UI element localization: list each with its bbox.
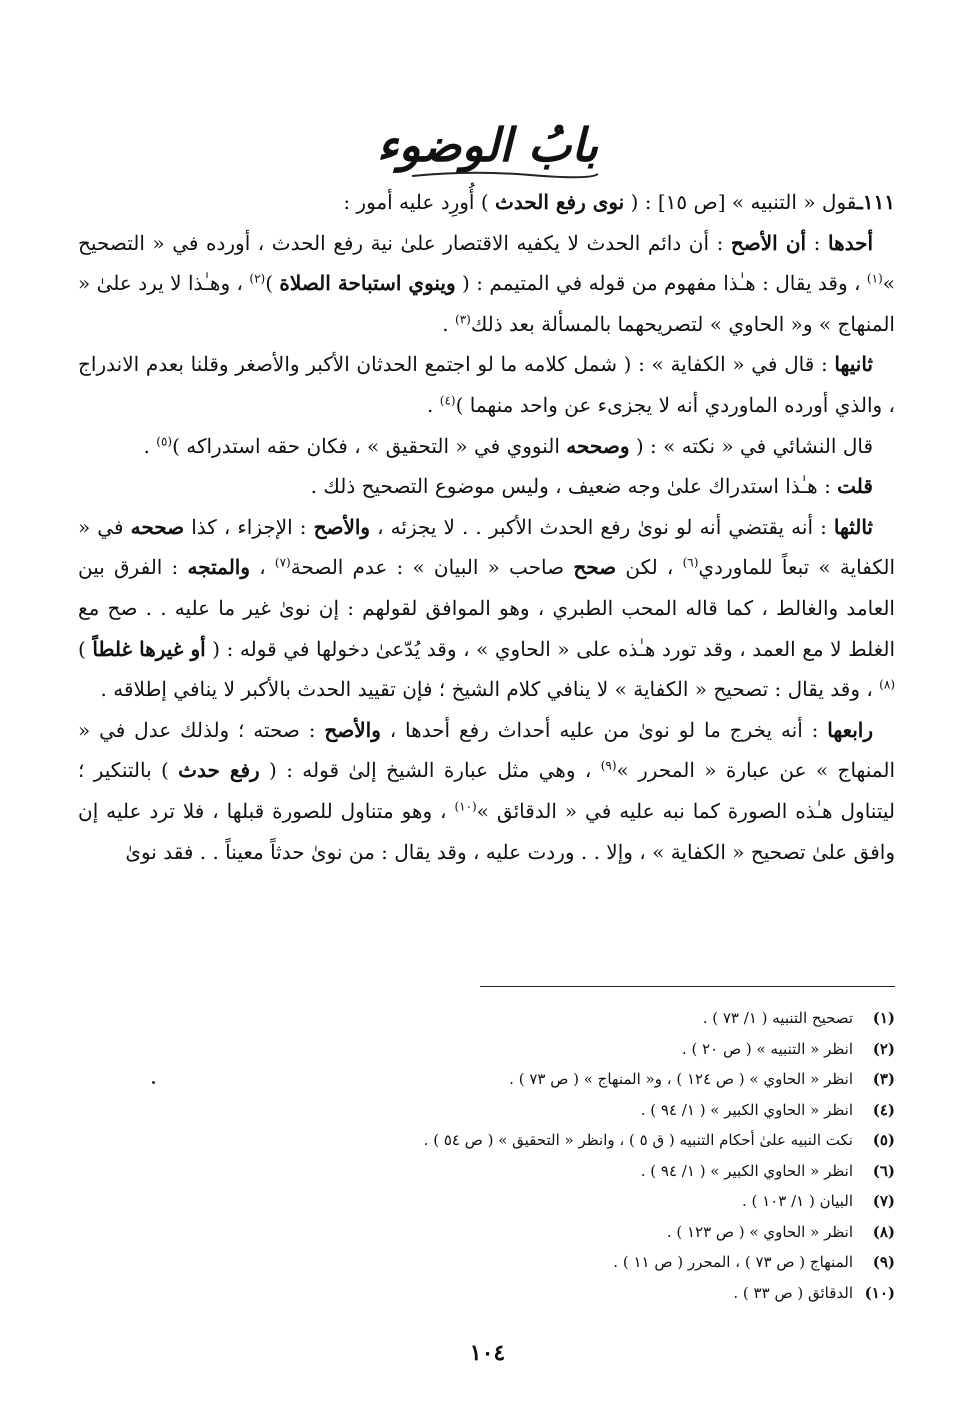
paragraph-label: قلت	[837, 474, 873, 499]
footnote-number: (١٠)	[864, 1283, 895, 1302]
footnote-ref: (٧)	[274, 555, 291, 570]
footnote-text: انظر « الحاوي » ( ص ١٢٤ ) ، و« المنهاج » ( ص ٧٣ ) .	[509, 1070, 853, 1088]
footnote-number: (٩)	[872, 1253, 895, 1271]
title-ornament	[410, 168, 600, 182]
paragraph-qultu: قلت : هـٰذا استدراك علىٰ وجه ضعيف ، وليس موضوع التصحيح ذلك .	[310, 474, 873, 499]
footnote-text: المنهاج ( ص ٧٣ ) ، المحرر ( ص ١١ ) .	[613, 1253, 853, 1271]
footnote-ref: (٨)	[879, 677, 895, 692]
footnote-number: (٢)	[872, 1039, 895, 1058]
footnote-text: انظر « الحاوي الكبير » ( ١/ ٩٤ ) .	[640, 1100, 853, 1119]
footnote	[140, 1064, 895, 1095]
footnote-number: (٧)	[872, 1192, 895, 1210]
paragraph-label: ثانيها	[834, 352, 873, 377]
paragraph-third: ثالثها : أنه يقتضي أنه لو نوىٰ رفع الحدث الأكبر . . لا يجزئه ، والأصح : الإجزاء ، كذا صححه في « الكفاية » تبعاً للماوردي$^{(٦)}$ ، لكن صحح صاحب « البيان » : عدم الصحة$^{(٧)}$ ، والمتجه : الفرق بين العامد والغالط ، كما قاله المحب الطبري ، وهو الموافق لقولهم : إن نوىٰ غير ما عليه . . صح مع الغلط لا مع العمد ، وقد تورد هـٰذه على « الحاوي » ، وقد يُدّعىٰ دخولها في قوله : ( أو غيرها غلطاً )$^{(٨)}$ ، وقد يقال : تصحيح « الكفاية » لا ينافي كلام الشيخ ؛ فإن تقييد الحدث بالأكبر لا ينافي إطلاقه .	[78, 514, 896, 702]
chapter-title: بابُ الوضوء	[376, 118, 599, 172]
footnote	[140, 1125, 895, 1156]
main-text	[78, 182, 895, 872]
footnote-number: (١)	[872, 1009, 895, 1027]
footnote	[140, 1003, 895, 1034]
scan-speck	[152, 1081, 155, 1084]
footnote	[140, 1156, 895, 1187]
footnotes-list	[140, 1003, 895, 1308]
footnote-number: (٣)	[872, 1070, 895, 1088]
footnote-text: انظر « الحاوي الكبير » ( ١/ ٩٤ ) .	[640, 1161, 853, 1180]
paragraph-nashai: قال النشائي في « نكته » : ( وصححه النووي في « التحقيق » ، فكان حقه استدراكه )$^{(٥)}$ .	[143, 433, 873, 458]
footnote-ref: (٤)	[439, 393, 456, 408]
footnote-separator	[480, 986, 895, 987]
paragraph-fourth: رابعها : أنه يخرج ما لو نوىٰ من عليه أحداث رفع أحدها ، والأصح : صحته ؛ ولذلك عدل في « المنهاج » عن عبارة « المحرر »$^{(٩)}$ ، وهي مثل عبارة الشيخ إلىٰ قوله : ( رفع حدث ) بالتنكير ؛ ليتناول هـٰذه الصورة كما نبه عليه في « الدقائق »$^{(١٠)}$ ، وهو متناول للصورة قبلها ، فلا ترد عليه إن وافق علىٰ تصحيح « الكفاية » ، وإلا . . وردت عليه ، وقد يقال : من نوىٰ حدثاً معيناً . . فقد نوىٰ	[78, 717, 896, 864]
page-number: ١٠٤	[469, 1340, 506, 1366]
footnote-number: (٨)	[872, 1222, 895, 1241]
footnote-text: تصحيح التنبيه ( ١/ ٧٣ ) .	[702, 1009, 853, 1027]
footnote-text: البيان ( ١/ ١٠٣ ) .	[742, 1192, 853, 1210]
footnote	[140, 1247, 895, 1278]
footnote-ref: (١٠)	[454, 799, 477, 814]
footnote	[140, 1034, 895, 1065]
footnote-ref: (٦)	[682, 555, 699, 570]
footnote	[140, 1095, 895, 1126]
footnote	[140, 1217, 895, 1248]
entry-number: ١١١ـ	[856, 190, 895, 214]
footnote-ref: (٥)	[156, 433, 173, 448]
footnote-number: (٦)	[872, 1161, 895, 1180]
footnote-number: (٥)	[872, 1131, 895, 1149]
footnote-text: الدقائق ( ص ٣٣ ) .	[733, 1283, 853, 1302]
paragraph-first: أحدها : أن الأصح : أن دائم الحدث لا يكفيه الاقتصار علىٰ نية رفع الحدث ، أورده في « التصحيح »$^{(١)}$ ، وقد يقال : هـٰذا مفهوم من قوله في المتيمم : ( وينوي استباحة الصلاة )$^{(٢)}$ ، وهـٰذا لا يرد علىٰ « المنهاج » و« الحاوي » لتصريحهما بالمسألة بعد ذلك$^{(٣)}$ .	[78, 230, 895, 336]
footnote-text: نكت النبيه علىٰ أحكام التنبيه ( ق ٥ ) ، وانظر « التحقيق » ( ص ٥٤ ) .	[423, 1131, 853, 1149]
footnote-text: انظر « الحاوي » ( ص ١٢٣ ) .	[666, 1222, 853, 1241]
footnote	[140, 1186, 895, 1217]
footnote-ref: (١)	[866, 271, 883, 286]
paragraph-label: ثالثها	[833, 514, 873, 539]
footnote-ref: (٣)	[455, 312, 471, 327]
paragraph-label: رابعها	[827, 717, 873, 742]
footnote-number: (٤)	[872, 1100, 895, 1119]
footnote-ref: (٩)	[600, 758, 617, 773]
footnote-text: انظر « التنبيه » ( ص ٢٠ ) .	[681, 1039, 853, 1058]
footnote-ref: (٢)	[249, 271, 266, 286]
paragraph-second: ثانيها : قال في « الكفاية » : ( شمل كلامه ما لو اجتمع الحدثان الأكبر والأصغر وقلنا بعدم الاندراج ، والذي أورده الماوردي أنه لا يجزىء عن واحد منهما )$^{(٤)}$ .	[78, 352, 895, 417]
footnote	[140, 1278, 895, 1309]
entry-heading: ١١١ـقول « التنبيه » [ص ١٥] : ( نوى رفع الحدث ) أُورِد عليه أمور :	[343, 190, 895, 214]
quoted-phrase: نوى رفع الحدث	[495, 190, 625, 214]
paragraph-label: أحدها	[827, 230, 874, 255]
